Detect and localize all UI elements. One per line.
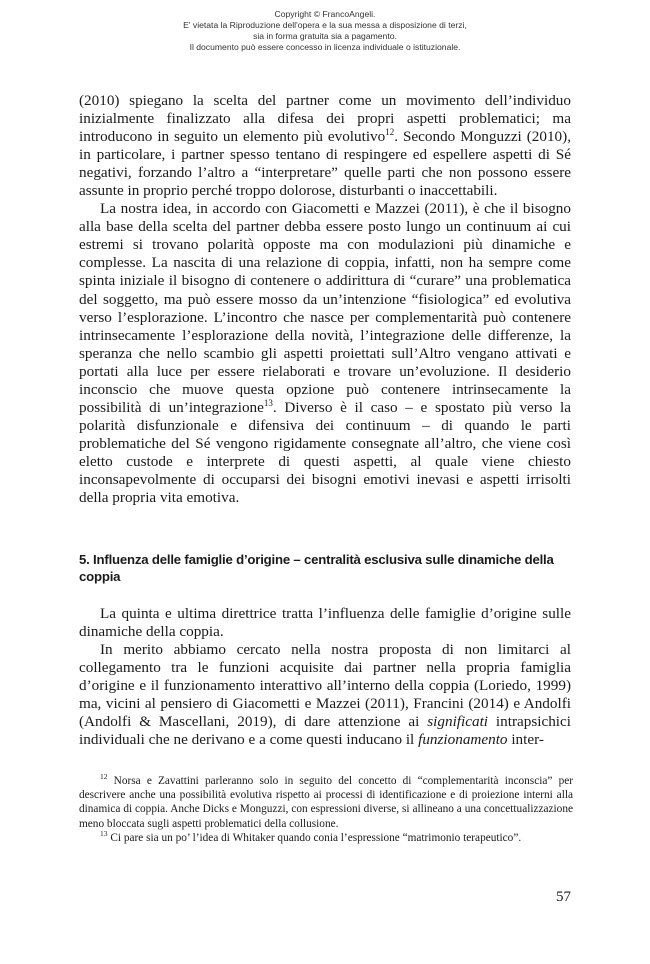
footnotes bbox=[79, 774, 573, 845]
text-run: intrapsichici individuali che ne derivano e a come questi inducano il bbox=[79, 713, 571, 749]
copyright-line: E' vietata la Riproduzione dell'opera e la sua messa a disposizione di terzi, bbox=[183, 20, 467, 30]
text-run: . Diverso è il caso – e spostato più verso la polarità disfunzionale e difensiva dei continuum – di quando le parti problematiche del Sé vengono rigidamente consegnate all’altro, che viene così eletto custode e interprete di questi aspetti, al quale viene chiesto inconsapevolmente di occuparsi dei bisogni emotivi inevasi e aspetti irrisolti della propria vita emotiva. bbox=[79, 398, 571, 507]
text-run: (2010) spiegano la scelta del partner come un movimento dell’individuo inizialmente finalizzato alla difesa dei propri aspetti problematici; ma introducono in seguito un elemento più evolutivo bbox=[79, 92, 571, 146]
paragraph: La quinta e ultima direttrice tratta l’influenza delle famiglie d’origine sulle dinamiche della coppia. bbox=[79, 605, 571, 641]
paragraph bbox=[79, 200, 571, 507]
footnote-13 bbox=[79, 831, 573, 845]
body-text bbox=[79, 92, 571, 507]
paragraph bbox=[79, 92, 571, 200]
footnote-12 bbox=[79, 774, 573, 831]
emphasis: significati bbox=[427, 713, 489, 731]
footnote-text: Norsa e Zavattini parleranno solo in seguito del concetto di “complementarità inconscia” per descrivere anche una possibilità evolutiva rispetto ai processi di identificazione e di proiezione interni alla dinamica di coppia. Anche Dicks e Monguzzi, con espressioni diverse, si allineano a una concettualizzazione meno bloccata sugli aspetti problematici della collusione. bbox=[79, 775, 573, 830]
copyright-line: sia in forma gratuita sia a pagamento. bbox=[253, 31, 397, 41]
footnote-number: 13 bbox=[100, 829, 108, 839]
copyright-line: Il documento può essere concesso in licenza individuale o istituzionale. bbox=[189, 42, 461, 52]
copyright-line: Copyright © FrancoAngeli. bbox=[274, 9, 376, 19]
footnote-number: 12 bbox=[100, 772, 108, 782]
body-text-section-5 bbox=[79, 605, 571, 749]
section-heading: 5. Influenza delle famiglie d’origine – centralità esclusiva sulle dinamiche della coppia bbox=[79, 552, 554, 584]
text-run: In merito abbiamo cercato nella nostra proposta di non limitarci al collegamento tra le funzioni acquisite dai partner nella propria famiglia d’origine e il funzionamento interattivo all’interno della coppia (Loriedo, 1999) ma, vicini al pensiero di Giacometti e Mazzei (2011), Francini (2014) e Andolfi (Andolfi & Mascellani, 2019), di dare attenzione ai bbox=[79, 641, 571, 731]
paragraph bbox=[79, 641, 571, 749]
page-number: 57 bbox=[556, 889, 571, 905]
text-run: . Secondo Monguzzi (2010), in particolare, i partner spesso tentano di respingere ed espellere aspetti di Sé negativi, forzando l’altro a “interpretare” quelle parti che non possono essere assunte in proprio perché troppo dolorose, disturbanti o inaccettabili. bbox=[79, 128, 571, 200]
footnote-ref-13[interactable]: 13 bbox=[263, 397, 273, 408]
footnote-text: Ci pare sia un po’ l’idea di Whitaker quando conia l’espressione “matrimonio terapeutico”. bbox=[107, 831, 522, 844]
emphasis: funzionamento bbox=[418, 731, 508, 749]
text-run: inter- bbox=[507, 731, 544, 749]
copyright-notice bbox=[0, 9, 650, 53]
text-run: La nostra idea, in accordo con Giacometti e Mazzei (2011), è che il bisogno alla base della scelta del partner debba essere posto lungo un continuum ai cui estremi si trovano polarità opposte ma con modulazioni più dinamiche e complesse. La nascita di una relazione di coppia, infatti, non ha sempre come spinta iniziale il bisogno di contenere o addirittura di “curare” una problematica del soggetto, ma può essere mosso da un’intenzione “fisiologica” ed evolutiva verso l’esplorazione. L’incontro che nasce per complementarità può contenere intrinsecamente l’esplorazione della novità, l’integrazione delle differenze, la speranza che nello scambio gli aspetti proiettati sull’Altro vengano attivati e portati alla luce per essere rielaborati e trovare un’evoluzione. Il desiderio inconscio che muove questa opzione può contenere intrinsecamente la possibilità di un’integrazione bbox=[79, 200, 571, 416]
footnote-ref-12[interactable]: 12 bbox=[385, 127, 395, 138]
